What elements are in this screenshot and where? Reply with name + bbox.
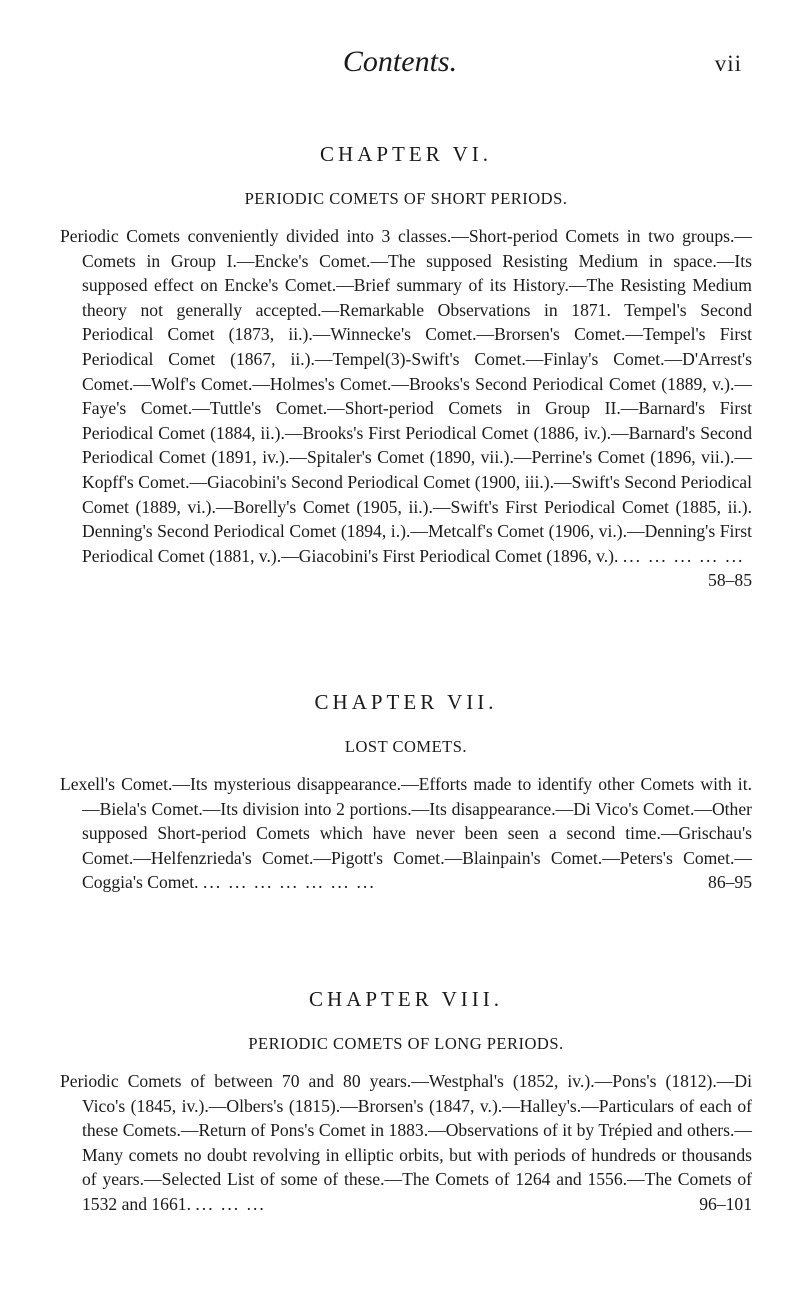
chapter-heading: CHAPTER VIII. xyxy=(309,987,503,1011)
page-range: 86–95 xyxy=(708,872,752,893)
dot-leader: ... ... ... ... ... ... ... xyxy=(202,872,376,893)
chapter-summary xyxy=(60,1069,752,1217)
chapter-title: PERIODIC COMETS OF SHORT PERIODS. xyxy=(244,189,568,208)
chapter-title: LOST COMETS. xyxy=(344,737,468,756)
running-title: Contents. xyxy=(342,45,458,78)
summary-text: Periodic Comets conveniently divided into 3 classes.—Short-period Comets in two groups.—Comets in Group I.—Encke's Comet.—The supposed Resisting Medium in space.—Its supposed effect on Encke's Comet.—Brief summary of its History.—The Resisting Medium theory not generally accepted.—Remarkable Observations in 1871. Tempel's Second Periodical Comet (1873, ii.).—Winnecke's Comet.—Brorsen's Comet.—Tempel's First Periodical Comet (1867, ii.).—Tempel(3)-Swift's Comet.—Finlay's Comet.—D'Arrest's Comet.—Wolf's Comet.—Holmes's Comet.—Brooks's Second Periodical Comet (1889, v.).—Faye's Comet.—Tuttle's Comet.—Short-period Comets in Group II.—Barnard's First Periodical Comet (1884, ii.).—Brooks's First Periodical Comet (1886, iv.).—Barnard's Second Periodical Comet (1891, iv.).—Spitaler's Comet (1890, vii.).—Perrine's Comet (1896, vii.).—Kopff's Comet.—Giacobini's Second Periodical Comet (1900, iii.).—Swift's Second Periodical Comet (1889, vi.).—Borelly's Comet (1905, ii.).—Swift's First Periodical Comet (1885, ii.). Denning's Second Periodical Comet (1894, i.).—Metcalf's Comet (1906, vi.).—Denning's First Periodical Comet (1881, v.).—Giacobini's First Periodical Comet (1896, v.). xyxy=(60,226,752,566)
running-header xyxy=(0,42,800,82)
page-range: 58–85 xyxy=(708,570,752,591)
chapter-title: PERIODIC COMETS OF LONG PERIODS. xyxy=(248,1034,564,1053)
chapter-summary xyxy=(60,224,752,591)
chapter-summary xyxy=(60,772,752,895)
dot-leader: ... ... ... ... ... xyxy=(622,545,745,566)
page-number: vii xyxy=(714,51,742,76)
chapter-heading: CHAPTER VII. xyxy=(314,690,498,714)
summary-text: Lexell's Comet.—Its mysterious disappearance.—Efforts made to identify other Comets with it.—Biela's Comet.—Its division into 2 portions.—Its disappearance.—Di Vico's Comet.—Other supposed Short-period Comets which have never been seen a second time.—Grischau's Comet.—Helfenzrieda's Comet.—Pigott's Comet.—Blainpain's Comet.—Peters's Comet.—Coggia's Comet. xyxy=(60,774,752,893)
chapter-7-entry xyxy=(60,688,752,895)
page-range: 96–101 xyxy=(699,1193,752,1214)
chapter-heading: CHAPTER VI. xyxy=(320,142,492,166)
chapter-6-entry xyxy=(60,140,752,593)
summary-text: Periodic Comets of between 70 and 80 years.—Westphal's (1852, iv.).—Pons's (1812).—Di Vico's (1845, iv.).—Olbers's (1815).—Brorsen's (1847, v.).—Halley's.—Particulars of each of these Comets.—Return of Pons's Comet in 1883.—Observations of it by Trépied and others.—Many comets no doubt revolving in elliptic orbits, but with periods of hundreds or thousands of years.—Selected List of some of these.—The Comets of 1264 and 1556.—The Comets of 1532 and 1661. xyxy=(60,1071,752,1214)
dot-leader: ... ... ... xyxy=(195,1193,266,1214)
chapter-8-entry xyxy=(60,985,752,1217)
